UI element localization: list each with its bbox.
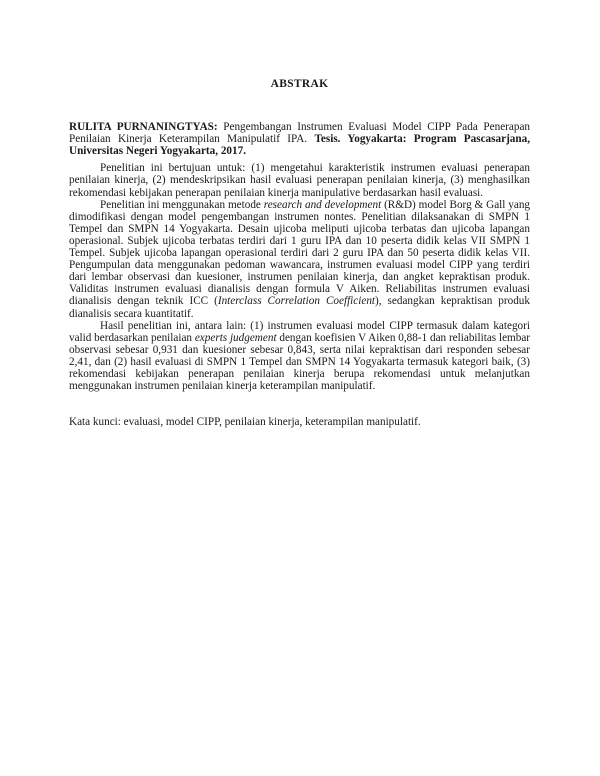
methods-text-middle: (R&D) model Borg & Gall yang dimodifikasi dengan model pengembangan instrumen nontes. Penelitian dilaksanakan di SMPN 1 Tempel dan SMPN 14 Yogyakarta. Desain ujicoba meliputi ujicoba terbatas dan ujicoba lapangan operasional. Subjek ujicoba terbatas terdiri dari 1 guru IPA dan 10 peserta didik kelas VII SMPN 1 Tempel. Subjek ujicoba lapangan operasional terdiri dari 2 guru IPA dan 50 peserta didik kelas VII. Pengumpulan data menggunakan pedoman wawancara, instrumen evaluasi model CIPP yang terdiri dari lembar observasi dan kuesioner, instrumen penilaian kinerja, dan angket kepraktisan produk. Validitas instrumen evaluasi dianalisis dengan formula V Aiken. Reliabilitas instrumen evaluasi dianalisis dengan teknik ICC ( (69, 198, 531, 308)
citation (69, 121, 530, 157)
methods-italic-rnd: research and development (263, 198, 382, 211)
abstract-page (69, 78, 530, 428)
methods-text-start: Penelitian ini menggunakan metode (100, 198, 261, 211)
citation-author: RULITA PURNANINGTYAS: (69, 121, 218, 134)
methods-text-end: ), sedangkan kepraktisan produk dianalisis secara kuantitatif. (69, 295, 530, 320)
methods-italic-icc: Interclass Correlation Coefficient (217, 295, 376, 308)
paragraph-results (69, 320, 530, 393)
paragraph-objectives: Penelitian ini bertujuan untuk: (1) mengetahui karakteristik instrumen evaluasi penerapan penilaian kinerja, (2) mendeskripsikan hasil evaluasi penerapan penilaian kinerja, (3) menghasilkan rekomendasi kebijakan penerapan penilaian kinerja manipulative berdasarkan hasil evaluasi. (69, 162, 530, 199)
page-title: ABSTRAK (270, 78, 329, 90)
citation-publisher: Tesis. Yogyakarta: Program Pascasarjana, Universitas Negeri Yogyakarta, 2017. (69, 133, 530, 158)
results-italic-experts: experts judgement (194, 331, 277, 344)
citation-work: Pengembangan Instrumen Evaluasi Model CIPP Pada Penerapan Penilaian Kinerja Keterampilan Manipulatif IPA. (69, 121, 531, 146)
paragraph-methods (69, 199, 530, 320)
results-text-start: Hasil penelitian ini, antara lain: (1) instrumen evaluasi model CIPP termasuk dalam kategori valid berdasarkan penilaian (69, 319, 530, 344)
keywords: Kata kunci: evaluasi, model CIPP, penilaian kinerja, keterampilan manipulatif. (69, 416, 421, 429)
results-text-end: dengan koefisien V Aiken 0,88-1 dan reliabilitas lembar observasi sebesar 0,931 dan kuesioner sebesar 0,843, serta nilai kepraktisan dari responden sebesar 2,41, dan (2) hasil evaluasi di SMPN 1 Tempel dan SMPN 14 Yogyakarta termasuk kategori baik, (3) rekomendasi kebijakan penerapan penilaian kinerja berupa rekomendasi untuk melanjutkan menggunakan instrumen penilaian kinerja keterampilan manipulatif. (69, 331, 531, 393)
